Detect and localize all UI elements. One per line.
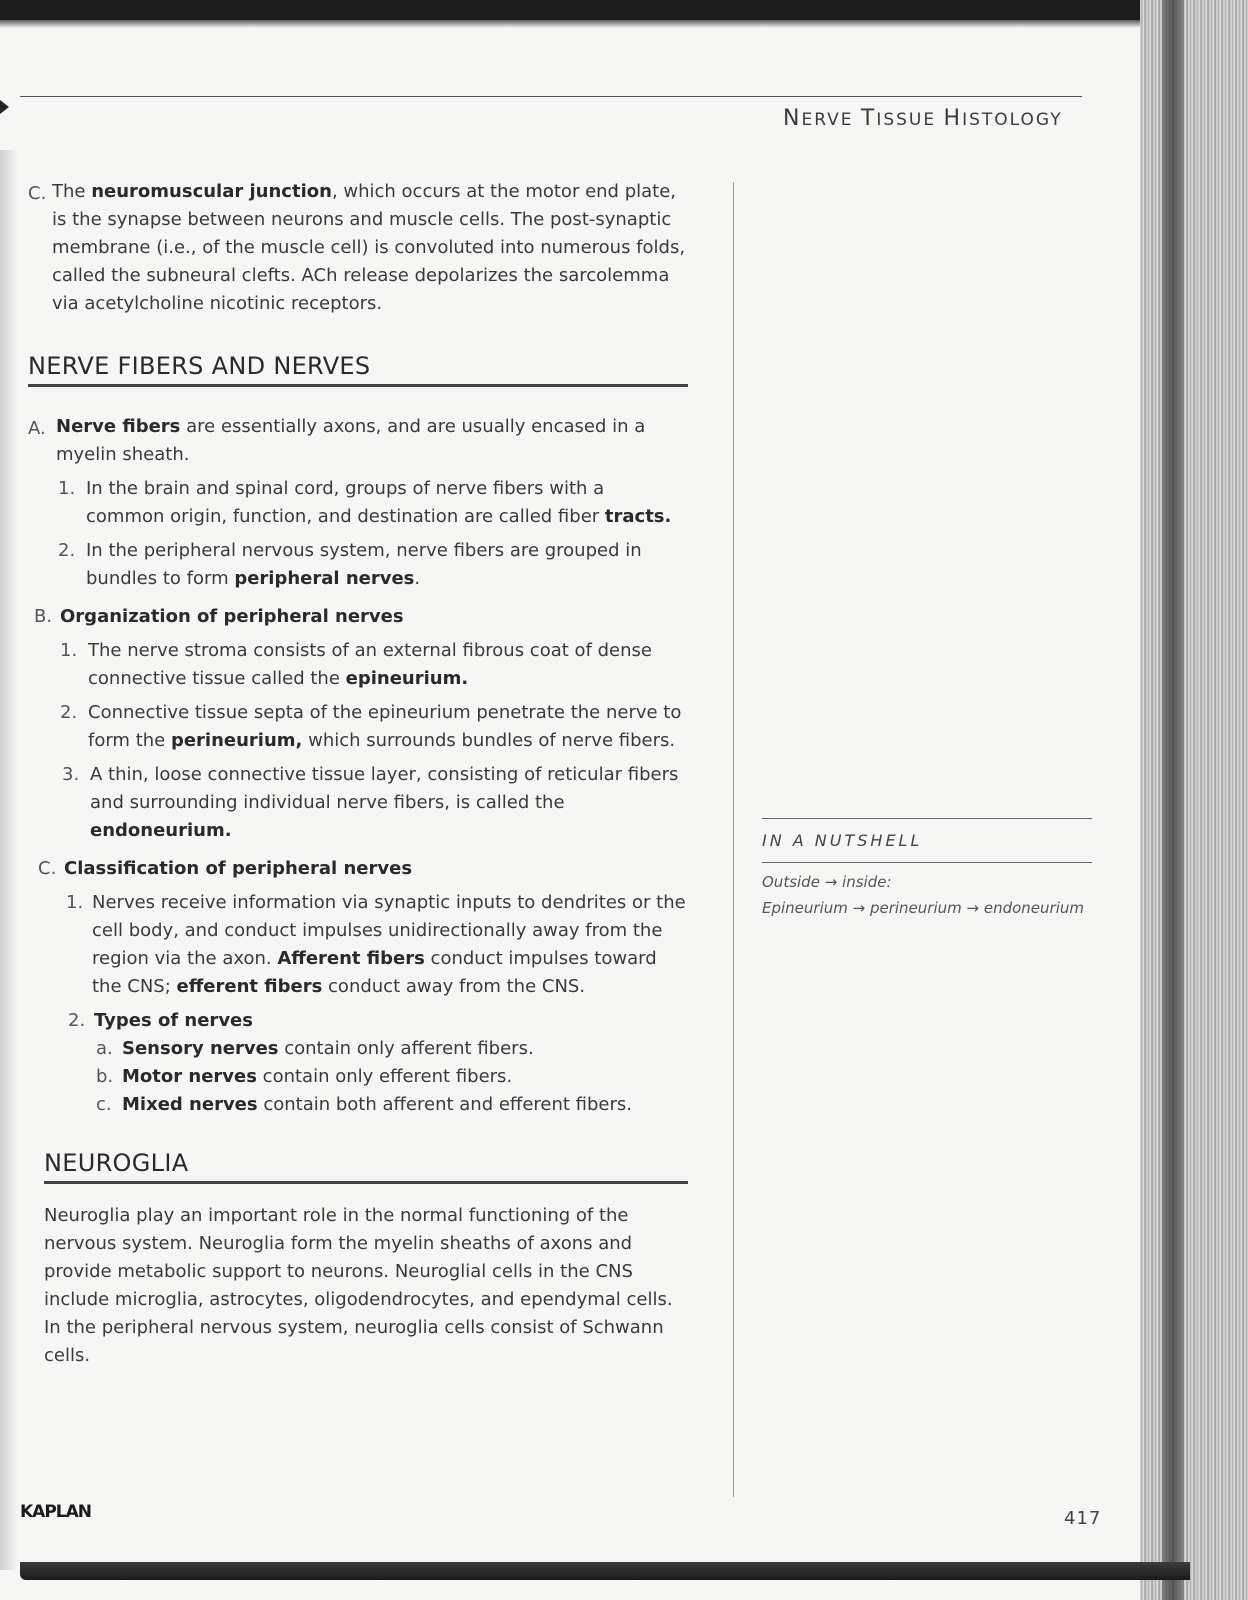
item-c-1: 1. Nerves receive information via synaptic inputs to dendrites or the cell body, and conduct impulses unidirectionally away from the region via the axon. Afferent fibers conduct impulses toward the CNS; efferent fibers conduct away from the CNS. bbox=[66, 892, 686, 997]
page-marker-icon bbox=[0, 100, 9, 114]
page-top-shadow bbox=[0, 0, 1190, 22]
neuroglia-paragraph: Neuroglia play an important role in the normal functioning of the nervous system. Neuroglia form the myelin sheaths of axons and provide metabolic support to neurons. Neuroglial cells in the CNS include microglia, astrocytes, oligodendrocytes, and ependymal cells. In the peripheral nervous system, neuroglia cells consist of Schwann cells. bbox=[44, 1205, 673, 1366]
book-spine-edge bbox=[1140, 0, 1248, 1600]
intro-label: C. bbox=[28, 183, 47, 204]
nutshell-title: IN A NUTSHELL bbox=[762, 831, 923, 850]
page-number: 417 bbox=[1064, 1508, 1102, 1529]
item-c-2-b: b. Motor nerves contain only efferent fibers. bbox=[96, 1066, 513, 1087]
page-bottom-shadow bbox=[20, 1562, 1190, 1580]
nutshell-top-rule bbox=[762, 818, 1092, 819]
section-neuroglia bbox=[28, 1149, 688, 1370]
nutshell-line-1: Outside → inside: bbox=[762, 873, 892, 891]
section-rule bbox=[28, 384, 688, 387]
section-heading: NEUROGLIA bbox=[44, 1149, 189, 1177]
section-heading: NERVE FIBERS AND NERVES bbox=[28, 352, 371, 380]
nutshell-line-2: Epineurium → perineurium → endoneurium bbox=[762, 899, 1084, 917]
item-b-1: 1. The nerve stroma consists of an external fibrous coat of dense connective tissue called the epineurium. bbox=[60, 640, 652, 689]
running-header: NERVE TISSUE HISTOLOGY bbox=[783, 106, 1063, 131]
page-left-shadow bbox=[0, 150, 18, 1570]
item-c-2-a: a. Sensory nerves contain only afferent fibers. bbox=[96, 1038, 534, 1059]
column-divider bbox=[733, 182, 734, 1497]
publisher-logo: KAPLAN bbox=[20, 1502, 92, 1522]
item-b-2: 2. Connective tissue septa of the epineurium penetrate the nerve to form the perineurium, which surrounds bundles of nerve fibers. bbox=[60, 702, 682, 751]
item-a-1: 1. In the brain and spinal cord, groups of nerve fibers with a common origin, function, and destination are called fiber tracts. bbox=[58, 478, 672, 527]
section-rule bbox=[44, 1181, 688, 1184]
item-c-2-c: c. Mixed nerves contain both afferent and efferent fibers. bbox=[96, 1094, 633, 1115]
item-b-3: 3. A thin, loose connective tissue layer, consisting of reticular fibers and surrounding individual nerve fibers, is called the endoneurium. bbox=[62, 764, 679, 841]
nutshell-sidebar bbox=[762, 818, 1092, 921]
intro-paragraph: C. The neuromuscular junction, which occurs at the motor end plate, is the synapse between neurons and muscle cells. The post-synaptic membrane (i.e., of the muscle cell) is convoluted into numerous folds, called the subneural clefts. ACh release depolarizes the sarcolemma via acetylcholine nicotinic receptors. bbox=[28, 181, 686, 314]
item-a: A. Nerve fibers are essentially axons, and are usually encased in a myelin sheath. bbox=[28, 416, 646, 465]
item-a-2: 2. In the peripheral nervous system, nerve fibers are grouped in bundles to form peripheral nerves. bbox=[58, 540, 642, 589]
main-column bbox=[28, 178, 688, 1370]
term-neuromuscular-junction: neuromuscular junction bbox=[91, 181, 332, 202]
section-nerve-fibers bbox=[28, 352, 688, 1119]
item-c: C. Classification of peripheral nerves bbox=[38, 858, 413, 879]
item-c-2: 2. Types of nerves bbox=[68, 1010, 253, 1031]
item-b: B. Organization of peripheral nerves bbox=[34, 606, 404, 627]
nutshell-mid-rule bbox=[762, 862, 1092, 863]
header-rule bbox=[20, 96, 1082, 97]
